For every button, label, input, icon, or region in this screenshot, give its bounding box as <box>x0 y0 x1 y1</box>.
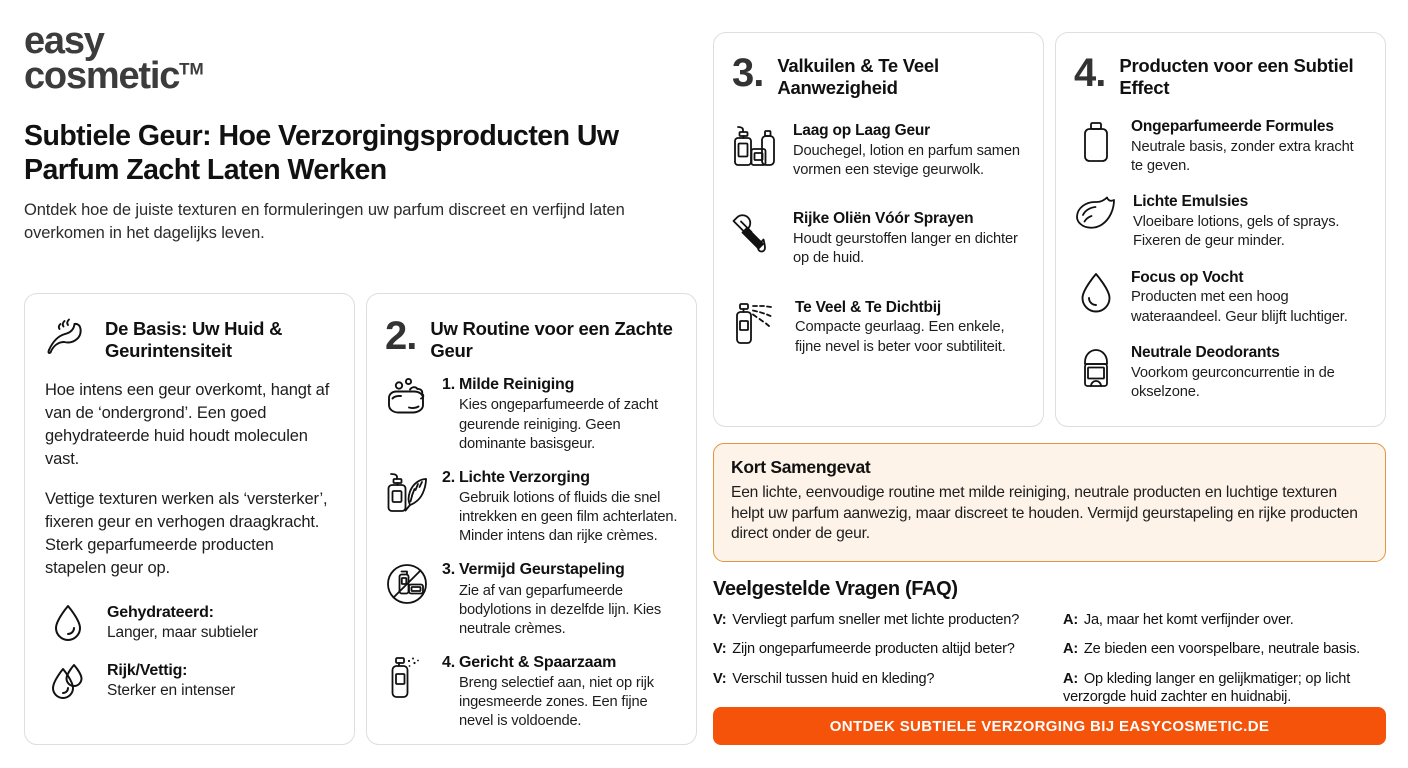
card-title: Uw Routine voor een Zachte Geur <box>430 318 673 361</box>
list-item <box>1074 344 1367 402</box>
brand-name-line2: cosmetic <box>24 54 180 97</box>
multiple-bottles-icon <box>732 122 780 170</box>
feature-list <box>732 122 1025 356</box>
step-label: Milde Reiniging <box>458 376 575 394</box>
faq-title: Veelgestelde Vragen (FAQ) <box>713 578 958 600</box>
attribute-list <box>45 603 334 701</box>
faq-answer <box>1063 670 1386 707</box>
feature-description: Voorkom geurconcurrentie in de okselzone. <box>1131 364 1335 400</box>
question-tag: V: <box>713 670 727 687</box>
step-description: Breng selectief aan, niet op rijk ingesmeerde zones. Een fijne nevel is voldoende. <box>459 675 654 730</box>
feature-title: Rijke Oliën Vóór Sprayen <box>793 210 974 228</box>
list-item <box>385 468 678 547</box>
feature-description: Houdt geurstoffen langer en dichter op de huid. <box>793 231 1018 267</box>
sponge-bubbles-icon <box>385 375 429 419</box>
card-header <box>732 53 1025 98</box>
step-text <box>442 468 678 547</box>
answer-text: Op kleding langer en gelijkmatiger; op licht verzorgde huid zachter en huidnabij. <box>1063 670 1351 706</box>
card-producten <box>1055 32 1386 427</box>
card-header <box>385 316 678 361</box>
cta-button[interactable]: ONTDEK SUBTIELE VERZORGING BIJ EASYCOSMETIC.DE <box>713 707 1386 745</box>
card-title: De Basis: Uw Huid & Geurintensiteit <box>105 318 283 361</box>
feature-text <box>793 122 1025 180</box>
answer-tag: A: <box>1063 641 1078 658</box>
step-number: 2. <box>442 468 455 486</box>
faq-answer <box>1063 640 1386 658</box>
answer-text: Ja, maar het komt verfijnder over. <box>1083 612 1294 628</box>
step-text <box>442 375 678 454</box>
step-description: Gebruik lotions of fluids die snel intrekken en geen film achterlaten. Minder intens dan rijke crèmes. <box>459 489 678 545</box>
question-text: Verschil tussen huid en kleding? <box>732 670 935 687</box>
card-number: 2. <box>385 314 417 358</box>
summary-box <box>713 443 1386 562</box>
feature-title: Neutrale Deodorants <box>1131 343 1280 361</box>
feature-description: Neutrale basis, zonder extra kracht te geven. <box>1131 139 1354 175</box>
question-tag: V: <box>713 612 727 628</box>
card-title: Producten voor een Subtiel Effect <box>1119 55 1354 98</box>
step-number: 1. <box>442 376 455 394</box>
faq-grid <box>713 611 1386 718</box>
step-label: Gericht & Spaarzaam <box>458 653 617 671</box>
feature-title: Te Veel & Te Dichtbij <box>795 298 941 316</box>
feature-text <box>793 210 1025 268</box>
list-item <box>45 661 334 701</box>
card-uw-routine <box>366 293 697 745</box>
list-item <box>732 122 1025 180</box>
faq-section <box>713 578 1386 718</box>
feature-title: Lichte Emulsies <box>1133 193 1249 211</box>
step-number: 4. <box>442 653 455 671</box>
faq-questions-column <box>713 611 1049 718</box>
feature-description: Producten met een hoog wateraandeel. Geur blijft luchtiger. <box>1131 289 1348 325</box>
deodorant-stick-icon <box>1074 344 1118 390</box>
attribute-text <box>107 662 235 700</box>
summary-body: Een lichte, eenvoudige routine met milde reiniging, neutrale producten en luchtige texturen helpt uw parfum aanwezig, maar discreet te houden. Vermijd geurstapeling en rijke producten direct onder de geur. <box>731 484 1358 543</box>
step-text <box>442 653 678 732</box>
list-item <box>45 603 334 643</box>
step-description: Zie af van geparfumeerde bodylotions in dezelfde lijn. Kies neutrale crèmes. <box>459 582 662 637</box>
card-paragraph-2: Vettige texturen werken als ‘versterker’, fixeren geur en verhogen draagkracht. Sterk geparfumeerde producten stapelen geur op. <box>45 490 328 577</box>
list-item <box>385 653 678 732</box>
brand-name-line2-wrap <box>24 54 700 97</box>
page-subtitle: Ontdek hoe de juiste texturen en formuleringen uw parfum discreet en verfijnd laten overkomen in het dagelijks leven. <box>24 201 625 242</box>
answer-text: Ze bieden een voorspelbare, neutrale basis. <box>1083 641 1361 658</box>
list-item <box>732 299 1025 357</box>
faq-answer <box>1063 611 1386 629</box>
attribute-title: Rijk/Vettig: <box>107 662 188 680</box>
card-number: 4. <box>1074 51 1106 95</box>
feature-description: Vloeibare lotions, gels of sprays. Fixeren de geur minder. <box>1133 214 1340 250</box>
card-title: Valkuilen & Te Veel Aanwezigheid <box>777 55 939 98</box>
brand-name-line1: easy <box>24 20 104 62</box>
faq-question <box>713 611 1049 629</box>
spray-bottle-icon <box>385 653 429 701</box>
no-layering-icon <box>385 560 429 606</box>
feature-list <box>1074 118 1367 402</box>
step-title <box>442 653 678 672</box>
feature-text <box>1131 118 1367 176</box>
card-paragraph-1: Hoe intens een geur overkomt, hangt af van de ‘ondergrond’. Een goed gehydrateerde huid houdt moleculen vast. <box>45 381 330 468</box>
card-de-basis <box>24 293 355 745</box>
water-drop-icon <box>1074 269 1118 313</box>
card-number: 3. <box>732 51 764 95</box>
list-item <box>1074 118 1367 176</box>
step-list <box>385 375 678 731</box>
brand-logo <box>24 20 700 97</box>
question-text: Zijn ongeparfumeerde producten altijd beter? <box>732 641 1015 658</box>
answer-tag: A: <box>1063 612 1078 628</box>
page-title: Subtiele Geur: Hoe Verzorgingsproducten Uw Parfum Zacht Laten Werken <box>24 119 619 186</box>
feature-text <box>795 299 1025 357</box>
list-item <box>732 210 1025 268</box>
card-header <box>45 316 334 361</box>
feature-title: Focus op Vocht <box>1131 268 1244 286</box>
step-label: Lichte Verzorging <box>458 468 590 486</box>
pump-bottle-feather-icon <box>385 468 429 516</box>
step-title <box>442 560 678 579</box>
step-number: 3. <box>442 561 455 579</box>
feature-title: Ongeparfumeerde Formules <box>1131 118 1334 136</box>
feature-text <box>1131 344 1367 402</box>
double-water-drop-icon <box>45 661 91 701</box>
step-title <box>442 468 678 487</box>
feature-title: Laag op Laag Geur <box>793 122 930 140</box>
list-item <box>385 560 678 639</box>
water-drop-icon <box>45 603 91 643</box>
question-text: Vervliegt parfum sneller met lichte producten? <box>732 612 1020 628</box>
step-description: Kies ongeparfumeerde of zacht geurende reiniging. Geen dominante basisgeur. <box>459 397 658 452</box>
list-item <box>385 375 678 454</box>
attribute-title: Gehydrateerd: <box>107 604 214 622</box>
faq-question <box>713 640 1049 658</box>
step-label: Vermijd Geurstapeling <box>458 561 625 579</box>
trademark-symbol: TM <box>179 59 204 79</box>
dropper-pipette-icon <box>732 210 780 258</box>
feature-text <box>1133 193 1367 251</box>
summary-title: Kort Samengevat <box>731 457 871 477</box>
faq-answers-column <box>1063 611 1386 718</box>
feature-description: Douchegel, lotion en parfum samen vormen een stevige geurwolk. <box>793 143 1020 179</box>
answer-tag: A: <box>1063 670 1078 687</box>
plain-bottle-icon <box>1074 118 1118 164</box>
header-block <box>24 20 700 244</box>
faq-question <box>713 670 1049 688</box>
list-item <box>1074 269 1367 327</box>
cream-smear-icon <box>1074 193 1120 231</box>
attribute-text <box>107 604 258 642</box>
question-tag: V: <box>713 641 727 658</box>
card-valkuilen <box>713 32 1044 427</box>
flexed-arm-icon <box>45 317 91 357</box>
feature-description: Compacte geurlaag. Een enkele, fijne nevel is beter voor subtiliteit. <box>795 319 1006 355</box>
card-header <box>1074 53 1367 98</box>
spray-mist-icon <box>732 299 782 347</box>
attribute-sub: Langer, maar subtieler <box>107 624 258 642</box>
attribute-sub: Sterker en intenser <box>107 682 236 700</box>
step-title <box>442 375 678 394</box>
feature-text <box>1131 269 1367 327</box>
list-item <box>1074 193 1367 251</box>
step-text <box>442 560 678 639</box>
